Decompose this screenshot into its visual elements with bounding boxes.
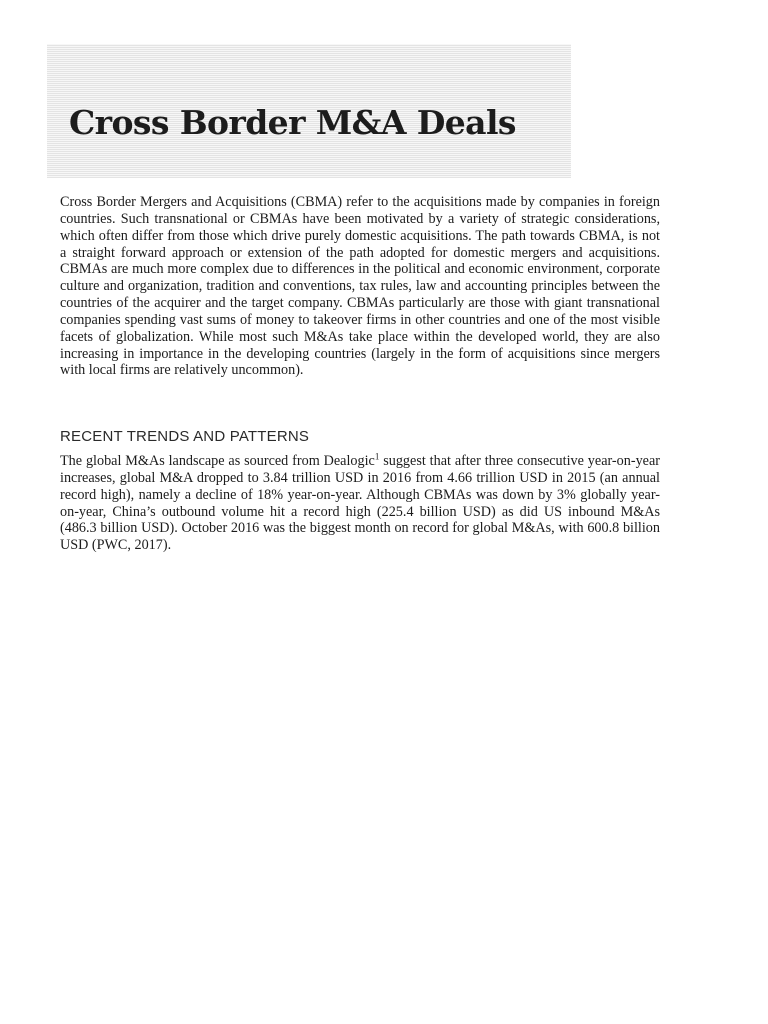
trends-text-start: The global M&As landscape as sourced from Dealogic	[60, 453, 375, 469]
footnote-marker[interactable]: 1	[374, 451, 380, 462]
trends-paragraph	[60, 453, 660, 554]
intro-paragraph: Cross Border Mergers and Acquisitions (CBMA) refer to the acquisitions made by companies in foreign countries. Such transnational or CBMAs have been motivated by a variety of strategic considerations, which often differ from those which drive purely domestic acquisitions. The path towards CBMA, is not a straight forward approach or extension of the path adopted for domestic mergers and acquisitions. CBMAs are much more complex due to differences in the political and economic environment, corporate culture and organization, tradition and conventions, tax rules, law and accounting principles between the countries of the acquirer and the target company. CBMAs particularly are those with giant transnational companies spending vast sums of money to takeover firms in other countries and one of the most visible facets of globalization. While most such M&As take place within the developed world, they are also increasing in importance in the developing countries (largely in the form of acquisitions since mergers with local firms are relatively uncommon).	[60, 194, 660, 379]
section-heading-recent-trends: RECENT TRENDS AND PATTERNS	[60, 428, 310, 445]
trends-text-rest: suggest that after three consecutive year-on-year increases, global M&A dropped to 3.84 trillion USD in 2016 from 4.66 trillion USD in 2015 (an annual record high), namely a decline of 18% year-on-year. Although CBMAs was down by 3% globally year-on-year, China’s outbound volume hit a record high (225.4 billion USD) as did US inbound M&As (486.3 billion USD). October 2016 was the biggest month on record for global M&As, with 600.8 billion USD (PWC, 2017).	[60, 453, 660, 554]
chapter-title: Cross Border M&A Deals	[69, 103, 516, 142]
